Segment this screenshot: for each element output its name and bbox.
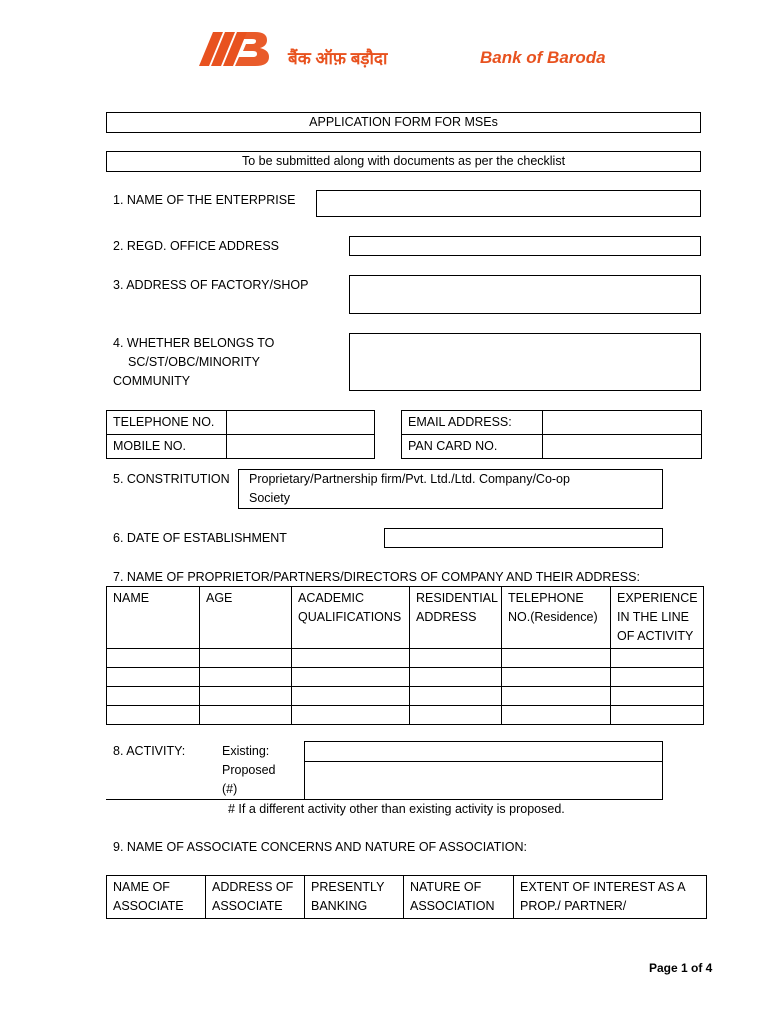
proprietors-label: 7. NAME OF PROPRIETOR/PARTNERS/DIRECTORS OF COMPANY AND THEIR ADDRESS: [113, 570, 640, 584]
proprietors-header-age: AGE [200, 587, 292, 649]
contact-email-table [401, 410, 702, 459]
table-row [107, 668, 704, 687]
form-title-box [106, 112, 701, 133]
activity-proposed-field[interactable] [304, 761, 663, 800]
enterprise-name-label: 1. NAME OF THE ENTERPRISE [113, 193, 296, 207]
establishment-date-label: 6. DATE OF ESTABLISHMENT [113, 531, 287, 545]
associates-header-address: ADDRESS OF ASSOCIATE [206, 876, 305, 919]
pan-field[interactable] [543, 435, 702, 459]
telephone-field[interactable] [227, 411, 375, 435]
community-label-line2: SC/ST/OBC/MINORITY [128, 355, 260, 369]
mobile-field[interactable] [227, 435, 375, 459]
form-title: APPLICATION FORM FOR MSEs [309, 115, 498, 129]
proprietors-header-name: NAME [107, 587, 200, 649]
constitution-value-line2: Society [249, 491, 290, 505]
email-label: EMAIL ADDRESS: [402, 411, 543, 435]
brand-name-english: Bank of Baroda [480, 48, 606, 67]
community-field[interactable] [349, 333, 701, 391]
contact-phone-table [106, 410, 375, 459]
associates-header-name: NAME OF ASSOCIATE [107, 876, 206, 919]
activity-label: 8. ACTIVITY: [113, 744, 186, 758]
activity-hash-label: (#) [222, 782, 238, 796]
enterprise-name-field[interactable] [316, 190, 701, 217]
activity-existing-field[interactable] [304, 741, 663, 762]
factory-address-label: 3. ADDRESS OF FACTORY/SHOP [113, 278, 309, 292]
form-subtitle-box [106, 151, 701, 172]
activity-existing-label: Existing: [222, 744, 270, 758]
proprietors-header-address: RESIDENTIAL ADDRESS [410, 587, 502, 649]
activity-proposed-label: Proposed [222, 763, 276, 777]
constitution-field[interactable] [238, 469, 663, 509]
email-field[interactable] [543, 411, 702, 435]
table-row [107, 687, 704, 706]
pan-label: PAN CARD NO. [402, 435, 543, 459]
proprietors-table [106, 586, 704, 725]
table-row [107, 706, 704, 725]
bank-of-baroda-logo-icon [193, 30, 271, 66]
telephone-label: TELEPHONE NO. [107, 411, 227, 435]
proprietors-header-qualifications: ACADEMIC QUALIFICATIONS [292, 587, 410, 649]
constitution-value-line1: Proprietary/Partnership firm/Pvt. Ltd./Ltd. Company/Co-op [249, 472, 570, 486]
proprietors-header-experience: EXPERIENCE IN THE LINE OF ACTIVITY [611, 587, 704, 649]
form-subtitle: To be submitted along with documents as per the checklist [241, 154, 566, 168]
community-label-line3: COMMUNITY [113, 374, 191, 388]
regd-office-address-label: 2. REGD. OFFICE ADDRESS [113, 239, 280, 253]
associates-header-banking: PRESENTLY BANKING [305, 876, 404, 919]
table-row [107, 649, 704, 668]
mobile-label: MOBILE NO. [107, 435, 227, 459]
brand-name-hindi: बैंक ऑफ़ बड़ौदा [288, 49, 388, 68]
constitution-label: 5. CONSTRITUTION [113, 472, 230, 486]
regd-office-address-field[interactable] [349, 236, 701, 256]
associates-table [106, 875, 707, 919]
proprietors-header-telephone: TELEPHONE NO.(Residence) [502, 587, 611, 649]
associates-label: 9. NAME OF ASSOCIATE CONCERNS AND NATURE OF ASSOCIATION: [113, 840, 527, 854]
associates-header-nature: NATURE OF ASSOCIATION [404, 876, 514, 919]
establishment-date-field[interactable] [384, 528, 663, 548]
associates-header-interest: EXTENT OF INTEREST AS A PROP./ PARTNER/ [514, 876, 707, 919]
activity-note: # If a different activity other than existing activity is proposed. [228, 802, 565, 816]
page-number: Page 1 of 4 [649, 961, 713, 975]
factory-address-field[interactable] [349, 275, 701, 314]
community-label-line1: 4. WHETHER BELONGS TO [113, 336, 275, 350]
